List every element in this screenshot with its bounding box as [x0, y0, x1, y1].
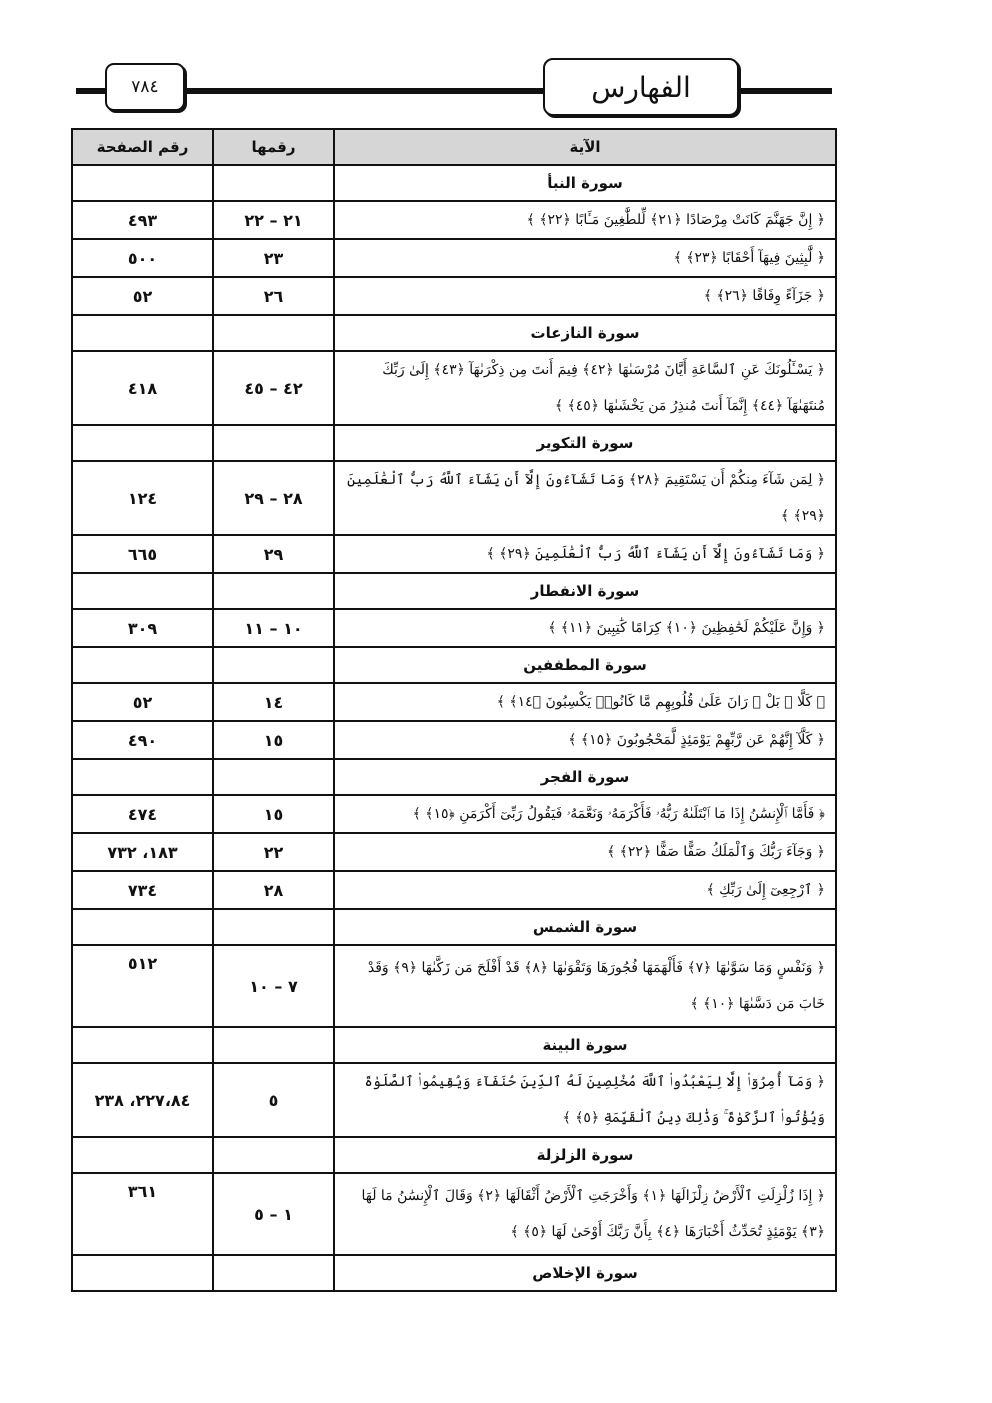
- verse-index-table: [71, 128, 837, 1292]
- ayah-number: ١٤: [213, 683, 334, 721]
- empty-cell: [72, 573, 213, 609]
- empty-cell: [72, 759, 213, 795]
- table-row: [72, 461, 836, 535]
- ayah-number: ٢٨ – ٢٩: [213, 461, 334, 535]
- table-row: [72, 277, 836, 315]
- table-row: [72, 535, 836, 573]
- table-row: [72, 683, 836, 721]
- empty-cell: [213, 425, 334, 461]
- table-row: [72, 351, 836, 425]
- empty-cell: [72, 1255, 213, 1291]
- empty-cell: [72, 647, 213, 683]
- page-reference: ٥٢: [72, 277, 213, 315]
- empty-cell: [213, 759, 334, 795]
- ayah-text: ﴿ وَجَآءَ رَبُّكَ وَٱلْمَلَكُ صَفًّا صَفًّا ﴿٢٢﴾ ﴾: [334, 833, 836, 871]
- table-row: [72, 871, 836, 909]
- empty-cell: [72, 425, 213, 461]
- page-reference: ٤٩٣: [72, 201, 213, 239]
- section-title: الفهارس: [543, 58, 739, 116]
- surah-heading-row: [72, 1137, 836, 1173]
- ayah-text: ﴿ وَمَا تَشَآءُونَ إِلَّآ أَن يَشَآءَ ٱللَّهُ رَبُّ ٱلْعَٰلَمِينَ ﴿٢٩﴾ ﴾: [334, 535, 836, 573]
- ayah-number: ١٥: [213, 721, 334, 759]
- ayah-text: ﴿ كَلَّا ۖ بَلْ ۜ رَانَ عَلَىٰ قُلُوبِهِم مَّا كَانُوا۟ يَكْسِبُونَ ﴿١٤﴾ ﴾: [334, 683, 836, 721]
- surah-heading-row: [72, 165, 836, 201]
- ayah-number: ٧ – ١٠: [213, 945, 334, 1027]
- empty-cell: [72, 165, 213, 201]
- ayah-text: ﴿ كَلَّآ إِنَّهُمْ عَن رَّبِّهِمْ يَوْمَئِذٍ لَّمَحْجُوبُونَ ﴿١٥﴾ ﴾: [334, 721, 836, 759]
- surah-heading-row: [72, 573, 836, 609]
- surah-heading-row: [72, 647, 836, 683]
- table-row: [72, 795, 836, 833]
- empty-cell: [72, 315, 213, 351]
- ayah-text: ﴿ لَّٰبِثِينَ فِيهَآ أَحْقَابًا ﴿٢٣﴾ ﴾: [334, 239, 836, 277]
- page-reference: ٥٢: [72, 683, 213, 721]
- ayah-number: ٢٩: [213, 535, 334, 573]
- table-row: [72, 201, 836, 239]
- ayah-text: ﴿ وَمَآ أُمِرُوٓا۟ إِلَّا لِيَعْبُدُوا۟ ٱللَّهَ مُخْلِصِينَ لَهُ ٱلدِّينَ حُنَفَآءَ وَيُقِيمُوا۟ ٱلصَّلَوٰةَ وَيُؤْتُوا۟ ٱلزَّكَوٰةَ ۚ وَذَٰلِكَ دِينُ ٱلْقَيِّمَةِ ﴿٥﴾ ﴾: [334, 1063, 836, 1137]
- table-row: [72, 609, 836, 647]
- page-reference: ٣٦١: [72, 1173, 213, 1255]
- surah-name: سورة النبأ: [334, 165, 836, 201]
- empty-cell: [213, 909, 334, 945]
- page-reference: ٢٢٧،٨٤، ٢٣٨: [72, 1063, 213, 1137]
- surah-name: سورة البينة: [334, 1027, 836, 1063]
- surah-name: سورة الشمس: [334, 909, 836, 945]
- page-reference: ٤٧٤: [72, 795, 213, 833]
- ayah-number: ٤٢ – ٤٥: [213, 351, 334, 425]
- surah-name: سورة التكوير: [334, 425, 836, 461]
- ayah-text: ﴿ ٱرْجِعِىٓ إِلَىٰ رَبِّكِ ﴾: [334, 871, 836, 909]
- ayah-text: ﴿ إِنَّ جَهَنَّمَ كَانَتْ مِرْصَادًا ﴿٢١﴾ لِّلطَّٰغِينَ مَـَٔابًا ﴿٢٢﴾ ﴾: [334, 201, 836, 239]
- page-reference: ١٢٤: [72, 461, 213, 535]
- header-number: رقمها: [213, 129, 334, 165]
- table-row: [72, 833, 836, 871]
- surah-heading-row: [72, 1255, 836, 1291]
- ayah-number: ٢٦: [213, 277, 334, 315]
- header-page: رقم الصفحة: [72, 129, 213, 165]
- page-reference: ٧٣٤: [72, 871, 213, 909]
- surah-heading-row: [72, 315, 836, 351]
- empty-cell: [213, 1137, 334, 1173]
- surah-name: سورة الزلزلة: [334, 1137, 836, 1173]
- page-reference: ٥٠٠: [72, 239, 213, 277]
- surah-heading-row: [72, 425, 836, 461]
- empty-cell: [213, 165, 334, 201]
- page-reference: ١٨٣، ٧٣٢: [72, 833, 213, 871]
- ayah-number: ١ – ٥: [213, 1173, 334, 1255]
- empty-cell: [213, 315, 334, 351]
- page-reference: ٥١٢: [72, 945, 213, 1027]
- empty-cell: [213, 647, 334, 683]
- surah-name: سورة الانفطار: [334, 573, 836, 609]
- ayah-text: ﴿ وَإِنَّ عَلَيْكُمْ لَحَٰفِظِينَ ﴿١٠﴾ كِرَامًا كَٰتِبِينَ ﴿١١﴾ ﴾: [334, 609, 836, 647]
- page-reference: ٣٠٩: [72, 609, 213, 647]
- ayah-text: ﴿ لِمَن شَآءَ مِنكُمْ أَن يَسْتَقِيمَ ﴿٢٨﴾ وَمَا تَشَآءُونَ إِلَّآ أَن يَشَآءَ ٱللَّهُ رَبُّ ٱلْعَٰلَمِينَ ﴿٢٩﴾ ﴾: [334, 461, 836, 535]
- empty-cell: [213, 573, 334, 609]
- empty-cell: [72, 1027, 213, 1063]
- ayah-text: ﴿ جَزَآءً وِفَاقًا ﴿٢٦﴾ ﴾: [334, 277, 836, 315]
- ayah-number: ٢٨: [213, 871, 334, 909]
- surah-name: سورة الإخلاص: [334, 1255, 836, 1291]
- surah-heading-row: [72, 909, 836, 945]
- empty-cell: [72, 909, 213, 945]
- empty-cell: [72, 1137, 213, 1173]
- surah-name: سورة النازعات: [334, 315, 836, 351]
- empty-cell: [213, 1255, 334, 1291]
- surah-heading-row: [72, 759, 836, 795]
- table-header-row: [72, 129, 836, 165]
- ayah-number: ٥: [213, 1063, 334, 1137]
- table-row: [72, 721, 836, 759]
- table-row: [72, 1063, 836, 1137]
- header-ayah: الآية: [334, 129, 836, 165]
- surah-heading-row: [72, 1027, 836, 1063]
- surah-name: سورة الفجر: [334, 759, 836, 795]
- ayah-text: ﴿ فَأَمَّا ٱلْإِنسَٰنُ إِذَا مَا ٱبْتَلَىٰهُ رَبُّهُۥ فَأَكْرَمَهُۥ وَنَعَّمَهُۥ فَيَقُولُ رَبِّىٓ أَكْرَمَنِ ﴿١٥﴾ ﴾: [334, 795, 836, 833]
- ayah-number: ٢٢: [213, 833, 334, 871]
- table-row: [72, 1173, 836, 1255]
- empty-cell: [213, 1027, 334, 1063]
- table-row: [72, 945, 836, 1027]
- ayah-number: ٢٣: [213, 239, 334, 277]
- surah-name: سورة المطففين: [334, 647, 836, 683]
- ayah-text: ﴿ وَنَفْسٍ وَمَا سَوَّىٰهَا ﴿٧﴾ فَأَلْهَمَهَا فُجُورَهَا وَتَقْوَىٰهَا ﴿٨﴾ قَدْ أَفْلَحَ مَن زَكَّىٰهَا ﴿٩﴾ وَقَدْ خَابَ مَن دَسَّىٰهَا ﴿١٠﴾ ﴾: [334, 945, 836, 1027]
- page-reference: ٦٦٥: [72, 535, 213, 573]
- page-reference: ٤٩٠: [72, 721, 213, 759]
- ayah-number: ١٥: [213, 795, 334, 833]
- ayah-number: ٢١ – ٢٢: [213, 201, 334, 239]
- ayah-text: ﴿ إِذَا زُلْزِلَتِ ٱلْأَرْضُ زِلْزَالَهَا ﴿١﴾ وَأَخْرَجَتِ ٱلْأَرْضُ أَثْقَالَهَا ﴿٢﴾ وَقَالَ ٱلْإِنسَٰنُ مَا لَهَا ﴿٣﴾ يَوْمَئِذٍ تُحَدِّثُ أَخْبَارَهَا ﴿٤﴾ بِأَنَّ رَبَّكَ أَوْحَىٰ لَهَا ﴿٥﴾ ﴾: [334, 1173, 836, 1255]
- table-row: [72, 239, 836, 277]
- ayah-text: ﴿ يَسْـَٔلُونَكَ عَنِ ٱلسَّاعَةِ أَيَّانَ مُرْسَىٰهَا ﴿٤٢﴾ فِيمَ أَنتَ مِن ذِكْرَىٰهَآ ﴿٤٣﴾ إِلَىٰ رَبِّكَ مُنتَهَىٰهَآ ﴿٤٤﴾ إِنَّمَآ أَنتَ مُنذِرُ مَن يَخْشَىٰهَا ﴿٤٥﴾ ﴾: [334, 351, 836, 425]
- ayah-number: ١٠ – ١١: [213, 609, 334, 647]
- page-number: ٧٨٤: [105, 63, 185, 111]
- page-reference: ٤١٨: [72, 351, 213, 425]
